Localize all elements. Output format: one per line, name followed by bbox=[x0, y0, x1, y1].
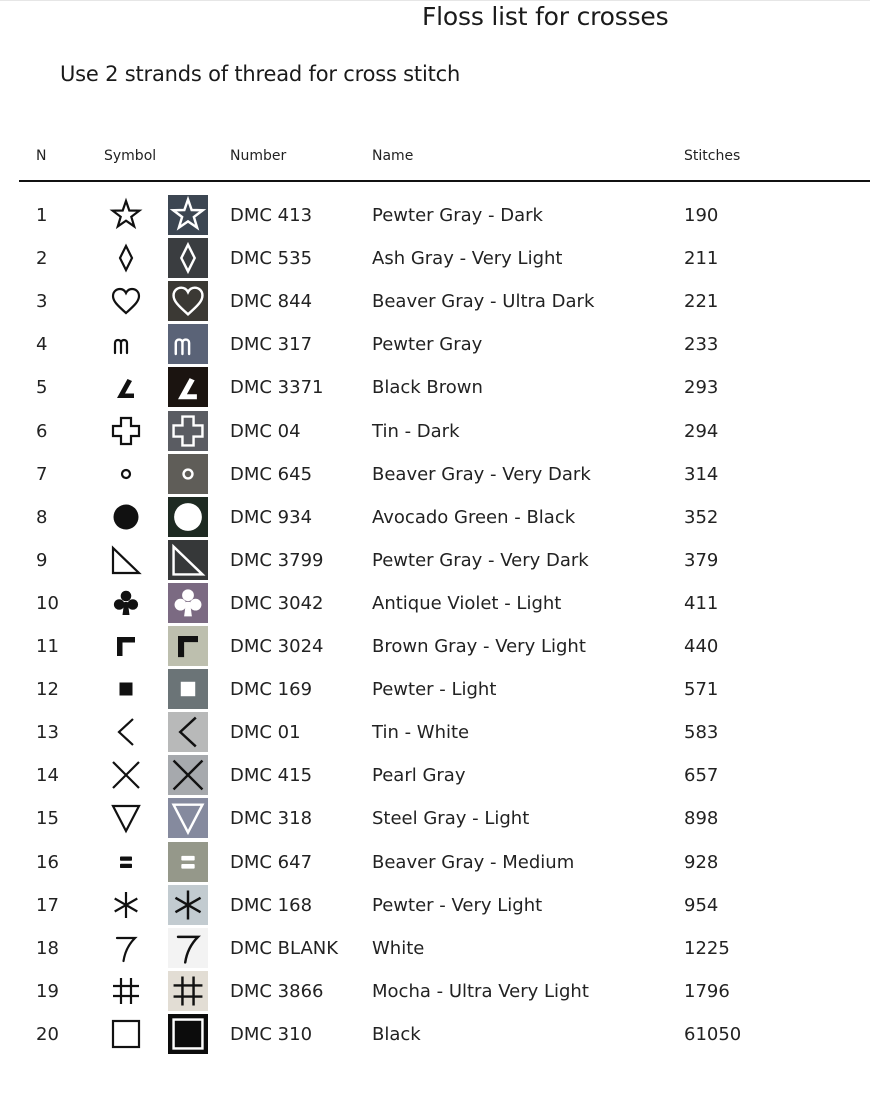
header-divider bbox=[19, 180, 870, 182]
equals-icon bbox=[108, 844, 144, 880]
table-row bbox=[0, 496, 870, 539]
stitch-count: 411 bbox=[684, 592, 719, 614]
color-swatch bbox=[168, 755, 208, 795]
floss-number: DMC 3042 bbox=[230, 592, 324, 614]
floss-number: DMC 317 bbox=[230, 334, 313, 356]
stitch-count: 928 bbox=[684, 851, 719, 873]
stitch-count: 571 bbox=[684, 679, 719, 701]
color-swatch bbox=[168, 281, 208, 321]
floss-name: Tin - Dark bbox=[372, 420, 460, 442]
row-index: 2 bbox=[36, 248, 48, 270]
color-swatch bbox=[168, 497, 208, 537]
column-header-n: N bbox=[36, 148, 47, 164]
color-swatch bbox=[168, 626, 208, 666]
row-index: 11 bbox=[36, 636, 59, 657]
stitch-count: 314 bbox=[684, 463, 719, 485]
club-icon bbox=[108, 585, 144, 621]
row-index: 1 bbox=[36, 205, 48, 226]
row-index: 7 bbox=[36, 463, 48, 485]
stitch-count: 294 bbox=[684, 420, 719, 442]
stitch-count: 898 bbox=[684, 808, 719, 830]
small-circle-icon bbox=[108, 456, 144, 492]
color-swatch bbox=[168, 669, 208, 709]
instructions-text: Use 2 strands of thread for cross stitch bbox=[60, 62, 461, 86]
color-swatch bbox=[168, 454, 208, 494]
down-triangle-icon bbox=[108, 800, 144, 836]
floss-name: Beaver Gray - Medium bbox=[372, 851, 575, 873]
floss-number: DMC 934 bbox=[230, 506, 313, 528]
table-row bbox=[0, 797, 870, 840]
table-row bbox=[0, 237, 870, 280]
floss-name: Avocado Green - Black bbox=[372, 506, 576, 528]
row-index: 19 bbox=[36, 980, 59, 1002]
star-icon bbox=[108, 197, 144, 233]
floss-name: Steel Gray - Light bbox=[372, 808, 530, 830]
table-row bbox=[0, 711, 870, 754]
row-index: 6 bbox=[36, 420, 48, 442]
floss-name: Ash Gray - Very Light bbox=[372, 248, 563, 270]
floss-name: Pewter Gray - Very Dark bbox=[372, 549, 589, 571]
table-row bbox=[0, 668, 870, 711]
floss-number: DMC 04 bbox=[230, 420, 301, 442]
table-row bbox=[0, 366, 870, 409]
row-index: 17 bbox=[36, 894, 59, 916]
page-title: Floss list for crosses bbox=[422, 2, 669, 31]
table-row bbox=[0, 582, 870, 625]
stitch-count: 954 bbox=[684, 894, 719, 916]
row-index: 3 bbox=[36, 291, 48, 313]
floss-name: Pewter Gray bbox=[372, 334, 483, 356]
row-index: 18 bbox=[36, 937, 59, 959]
table-row bbox=[0, 539, 870, 582]
table-row bbox=[0, 280, 870, 323]
stitch-count: 440 bbox=[684, 636, 719, 657]
table-row bbox=[0, 323, 870, 366]
floss-number: DMC 647 bbox=[230, 851, 313, 873]
stitch-count: 657 bbox=[684, 765, 719, 787]
table-row bbox=[0, 754, 870, 797]
color-swatch bbox=[168, 540, 208, 580]
color-swatch bbox=[168, 798, 208, 838]
row-index: 14 bbox=[36, 765, 59, 787]
color-swatch bbox=[168, 238, 208, 278]
table-row bbox=[0, 884, 870, 927]
seven-icon bbox=[108, 930, 144, 966]
floss-number: DMC 844 bbox=[230, 291, 313, 313]
top-divider bbox=[0, 0, 870, 1]
floss-name: Black Brown bbox=[372, 377, 483, 399]
color-swatch bbox=[168, 928, 208, 968]
column-header-symbol: Symbol bbox=[104, 148, 157, 164]
floss-name: Pewter Gray - Dark bbox=[372, 205, 543, 226]
table-row bbox=[0, 625, 870, 668]
floss-number: DMC 413 bbox=[230, 205, 313, 226]
row-index: 9 bbox=[36, 549, 48, 571]
floss-name: White bbox=[372, 937, 425, 959]
floss-number: DMC 535 bbox=[230, 248, 313, 270]
floss-name: Black bbox=[372, 1023, 421, 1045]
color-swatch bbox=[168, 712, 208, 752]
color-swatch bbox=[168, 324, 208, 364]
row-index: 4 bbox=[36, 334, 48, 356]
square-outline-icon bbox=[108, 1016, 144, 1052]
table-row bbox=[0, 970, 870, 1013]
cross-outline-icon bbox=[108, 413, 144, 449]
hash-icon bbox=[108, 973, 144, 1009]
floss-number: DMC BLANK bbox=[230, 937, 339, 959]
table-row bbox=[0, 1013, 870, 1056]
floss-name: Pearl Gray bbox=[372, 765, 466, 787]
table-row bbox=[0, 927, 870, 970]
row-index: 15 bbox=[36, 808, 59, 830]
floss-name: Beaver Gray - Ultra Dark bbox=[372, 291, 595, 313]
table-row bbox=[0, 194, 870, 237]
row-index: 10 bbox=[36, 592, 59, 614]
small-square-icon bbox=[108, 671, 144, 707]
heart-icon bbox=[108, 283, 144, 319]
stitch-count: 190 bbox=[684, 205, 719, 226]
row-index: 20 bbox=[36, 1023, 59, 1045]
diamond-icon bbox=[108, 240, 144, 276]
floss-number: DMC 3371 bbox=[230, 377, 324, 399]
corner-icon bbox=[108, 628, 144, 664]
row-index: 12 bbox=[36, 679, 59, 701]
wedge-icon bbox=[108, 369, 144, 405]
floss-number: DMC 168 bbox=[230, 894, 313, 916]
column-header-name: Name bbox=[372, 148, 414, 164]
row-index: 5 bbox=[36, 377, 48, 399]
floss-name: Beaver Gray - Very Dark bbox=[372, 463, 591, 485]
stitch-count: 583 bbox=[684, 722, 719, 744]
color-swatch bbox=[168, 367, 208, 407]
floss-number: DMC 318 bbox=[230, 808, 313, 830]
filled-circle-icon bbox=[108, 499, 144, 535]
row-index: 13 bbox=[36, 722, 59, 744]
floss-name: Pewter - Very Light bbox=[372, 894, 543, 916]
stitch-count: 379 bbox=[684, 549, 719, 571]
floss-name: Antique Violet - Light bbox=[372, 592, 562, 614]
color-swatch bbox=[168, 411, 208, 451]
column-header-stitches: Stitches bbox=[684, 148, 741, 164]
floss-number: DMC 645 bbox=[230, 463, 313, 485]
table-row bbox=[0, 453, 870, 496]
m-glyph-icon bbox=[108, 326, 144, 362]
table-row bbox=[0, 410, 870, 453]
floss-name: Pewter - Light bbox=[372, 679, 497, 701]
floss-name: Tin - White bbox=[372, 722, 470, 744]
x-icon bbox=[108, 757, 144, 793]
table-row bbox=[0, 841, 870, 884]
stitch-count: 233 bbox=[684, 334, 719, 356]
floss-number: DMC 01 bbox=[230, 722, 301, 744]
floss-number: DMC 3866 bbox=[230, 980, 324, 1002]
color-swatch bbox=[168, 885, 208, 925]
column-header-number: Number bbox=[230, 148, 287, 164]
floss-number: DMC 310 bbox=[230, 1023, 313, 1045]
less-than-icon bbox=[108, 714, 144, 750]
color-swatch bbox=[168, 583, 208, 623]
floss-name: Mocha - Ultra Very Light bbox=[372, 980, 589, 1002]
floss-name: Brown Gray - Very Light bbox=[372, 636, 586, 657]
stitch-count: 352 bbox=[684, 506, 719, 528]
floss-number: DMC 3024 bbox=[230, 636, 324, 657]
color-swatch bbox=[168, 971, 208, 1011]
stitch-count: 221 bbox=[684, 291, 719, 313]
right-triangle-icon bbox=[108, 542, 144, 578]
floss-number: DMC 415 bbox=[230, 765, 313, 787]
color-swatch bbox=[168, 1014, 208, 1054]
floss-number: DMC 169 bbox=[230, 679, 313, 701]
stitch-count: 1796 bbox=[684, 980, 730, 1002]
row-index: 8 bbox=[36, 506, 48, 528]
floss-number: DMC 3799 bbox=[230, 549, 324, 571]
stitch-count: 293 bbox=[684, 377, 719, 399]
stitch-count: 211 bbox=[684, 248, 719, 270]
row-index: 16 bbox=[36, 851, 59, 873]
stitch-count: 1225 bbox=[684, 937, 730, 959]
asterisk-icon bbox=[108, 887, 144, 923]
color-swatch bbox=[168, 195, 208, 235]
stitch-count: 61050 bbox=[684, 1023, 742, 1045]
color-swatch bbox=[168, 842, 208, 882]
